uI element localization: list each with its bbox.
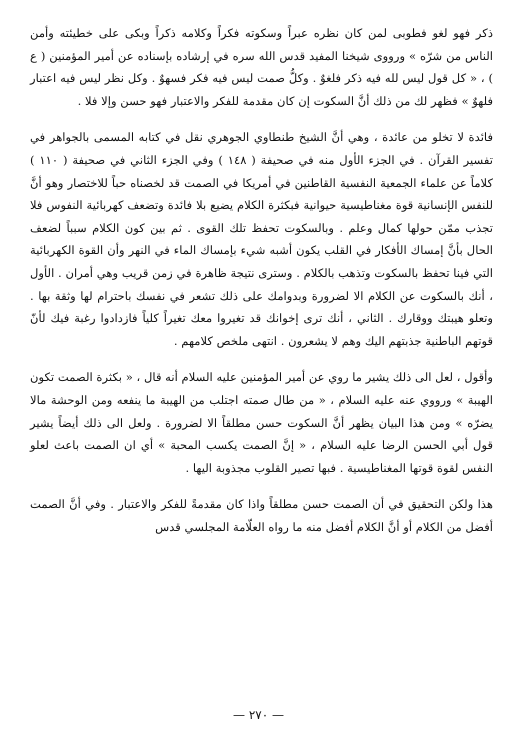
paragraph-3: وأقول ، لعل الى ذلك يشير ما روي عن أمير المؤمنين عليه السلام أنه قال ، « بكثرة الصمت تكون الهيبة » ورووي عنه عليه السلام ، « من طال صمته اجتلب من الهيبة ما ينفعه ومن الوحشة مالا يضرّه » ومن هذا البيان يظهر أنَّ السكوت حسن مطلقاً الا لضرورة . ولعل الى ذلك أيضاً يشير قول أبي الحسن الرضا عليه السلام ، « إنَّ الصمت يكسب المحبة » أي ان الصمت باعث لعلو النفس لقوة قوتها المغناطيسية . فبها تصير القلوب مجذوبة اليها . (30, 370, 493, 475)
paragraph-2: فائدة لا تخلو من عائدة ، وهي أنَّ الشيخ طنطاوي الجوهري نقل في كتابه المسمى بالجواهر في تفسير القرآن . في الجزء الأول منه في صحيفة ( ١٤٨ ) وفي الجزء الثاني في صحيفة ( ١١٠ ) كلاماً عن علماء الجمعية النفسية القاطنين في أمريكا في الصمت قد لخصناه حباً للاختصار وهو أنَّ للنفس الإنسانية قوة مغناطيسية حيوانية فبكثرة الكلام يضيع بلا فائدة وتضعف كهربائية النفوس فلا تجذب ممّن حولها كمال وعلم . وبالسكوت تحفظ تلك القوى . ثم بين كون الكلام سبباً لضعف الحال بأنَّ إمساك الأفكار في القلب يكون أشبه شيء بإمساك الماء في النهر وأن القوة الكهربائية التي فينا تحفظ بالسكوت وتذهب بالكلام . وسترى نتيجة ظاهرة في زمن قريب وهي أمران . الأول ، أنك بالسكوت عن الكلام الا لضرورة وبدوامك على ذلك تشعر في نفسك باحترام لها وثقة بها . وتعلو هيبتك ووقارك . الثاني ، أنك ترى إخوانك قد تغيروا معك تغيراً كلياً فازدادوا رغبة فيك لأنّ قوتهم الباطنية جذبتهم اليك وهم لا يشعرون . انتهى ملخص كلامهم . (30, 130, 493, 348)
paragraph-4: هذا ولكن التحقيق في أن الصمت حسن مطلقاً واذا كان مقدمةً للفكر والاعتبار . وفي أنَّ الصمت أفضل من الكلام أو أنَّ الكلام أفضل منه ما رواه العلّامة المجلسي قدس (30, 497, 493, 534)
page-number: — ٢٧٠ — (233, 708, 284, 722)
paragraph-1: ذكر فهو لغو فطوبى لمن كان نظره عبراً وسكوته فكراً وكلامه ذكراً وبكى على خطيئته وأمن الناس من شرّه » ورووى شيخنا المفيد قدس الله سره في إرشاده بإسناده عن أمير المؤمنين ( ع ) ، « كل قول ليس لله فيه ذكر فلغوٌ . وكلُّ صمت ليس فيه فكر فسهوٌ . وكل نظر ليس فيه اعتبار فلهوٌ » فظهر لك من ذلك أنَّ السكوت إن كان مقدمة للفكر والاعتبار فهو حسن وإلا فلا . (30, 26, 493, 108)
